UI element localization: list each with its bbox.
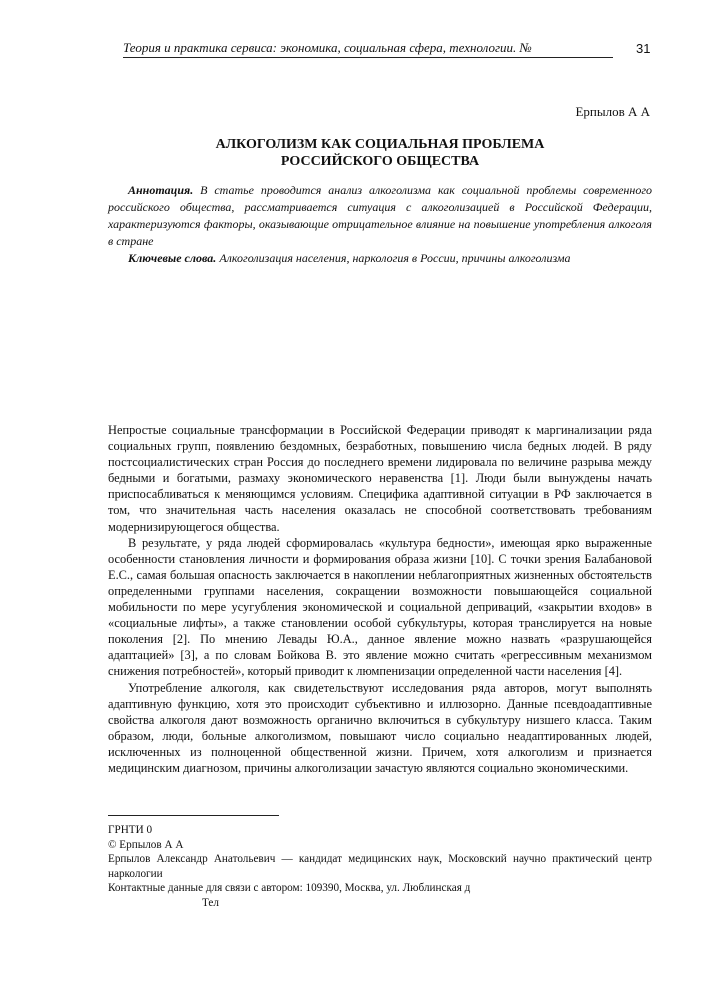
title-line-2: РОССИЙСКОГО ОБЩЕСТВА xyxy=(280,154,480,169)
footnotes xyxy=(108,823,652,911)
footnote-divider xyxy=(108,815,279,816)
abstract-label: Аннотация. xyxy=(128,183,194,197)
body-paragraph-1: Непростые социальные трансформации в Российской Федерации приводят к маргинализации ряда социальных групп, появлению бездомных, безработных, повышению числа бедных людей. В ряду постсоциалистических стран Россия до последнего времени лидировала по величине разрыва между бедными и богатыми, размаху экономического неравенства [1]. Люди были вынуждены начать приспосабливаться к меняющимся условиям. Специфика адаптивной ситуации в РФ заключается в том, что значительная часть населения оказалась не способной соответствовать требованиям модернизирующегося общества. xyxy=(108,423,652,534)
abstract-block xyxy=(108,182,652,267)
body-paragraph-2: В результате, у ряда людей сформировалась «культура бедности», имеющая ярко выраженные особенности становления личности и формирования образа жизни [10]. С точки зрения Балабановой Е.С., самая большая опасность заключается в накоплении неблагоприятных жизненных обстоятельств определенными группами населения, сокращении возможности повышающейся социальной мобильности по мере усугубления экономической и социальной деприваций, «закрытии входов» в «социальные лифты», а также становлении особой субкультуры, которая транслируется на новые поколения [2]. По мнению Левады Ю.А., данное явление можно назвать «разрушающейся адаптацией» [3], а по словам Бойкова В. это явление можно считать «регрессивным механизмом снижения потребностей», который приводит к люмпенизации определенной части населения [4]. xyxy=(108,535,652,679)
body-paragraph-3: Употребление алкоголя, как свидетельствуют исследования ряда авторов, могут выполнять адаптивную функцию, хотя это происходит субъективно и иллюзорно. Данные псевдоадаптивные свойства алкоголя дают возможность органично включиться в субкультуру низшего класса. Таким образом, люди, больные алкоголизмом, повышают число социально неадаптированных людей, исключенных из полноценной общественной жизни. Причем, хотя алкоголизм и признается медицинским диагнозом, причины алкоголизации зачастую являются социально экономическими. xyxy=(108,680,652,775)
abstract-text: В статье проводится анализ алкоголизма как социальной проблемы современного российского общества, рассматривается ситуация с алкоголизацией в Российской Федерации, характеризуются факторы, оказывающие отрицательное влияние на повышение употребления алкоголя в стране xyxy=(108,183,653,248)
page-number: 31 xyxy=(636,41,651,56)
contact-info: Контактные данные для связи с автором: 109390, Москва, ул. Люблинская д xyxy=(108,882,471,895)
article-body xyxy=(108,422,652,776)
article-title xyxy=(108,136,652,170)
title-line-1: АЛКОГОЛИЗМ КАК СОЦИАЛЬНАЯ ПРОБЛЕМА xyxy=(215,137,545,152)
abstract-paragraph xyxy=(108,182,652,250)
keywords-text: Алкоголизация населения, наркология в России, причины алкоголизма xyxy=(219,251,571,265)
copyright-line: © Ерпылов А А xyxy=(108,838,184,851)
grnti-code: ГРНТИ 0 xyxy=(108,824,153,836)
keywords-label: Ключевые слова. xyxy=(128,251,217,265)
author-name: Ерпылов А А xyxy=(575,104,650,119)
author-info: Ерпылов Александр Анатольевич — кандидат медицинских наук, Московский научно практический центр наркологии xyxy=(108,853,652,880)
keywords-paragraph xyxy=(108,250,652,267)
phone-label: Тел xyxy=(202,896,219,909)
running-header: Теория и практика сервиса: экономика, социальная сфера, технологии. № xyxy=(123,40,613,58)
